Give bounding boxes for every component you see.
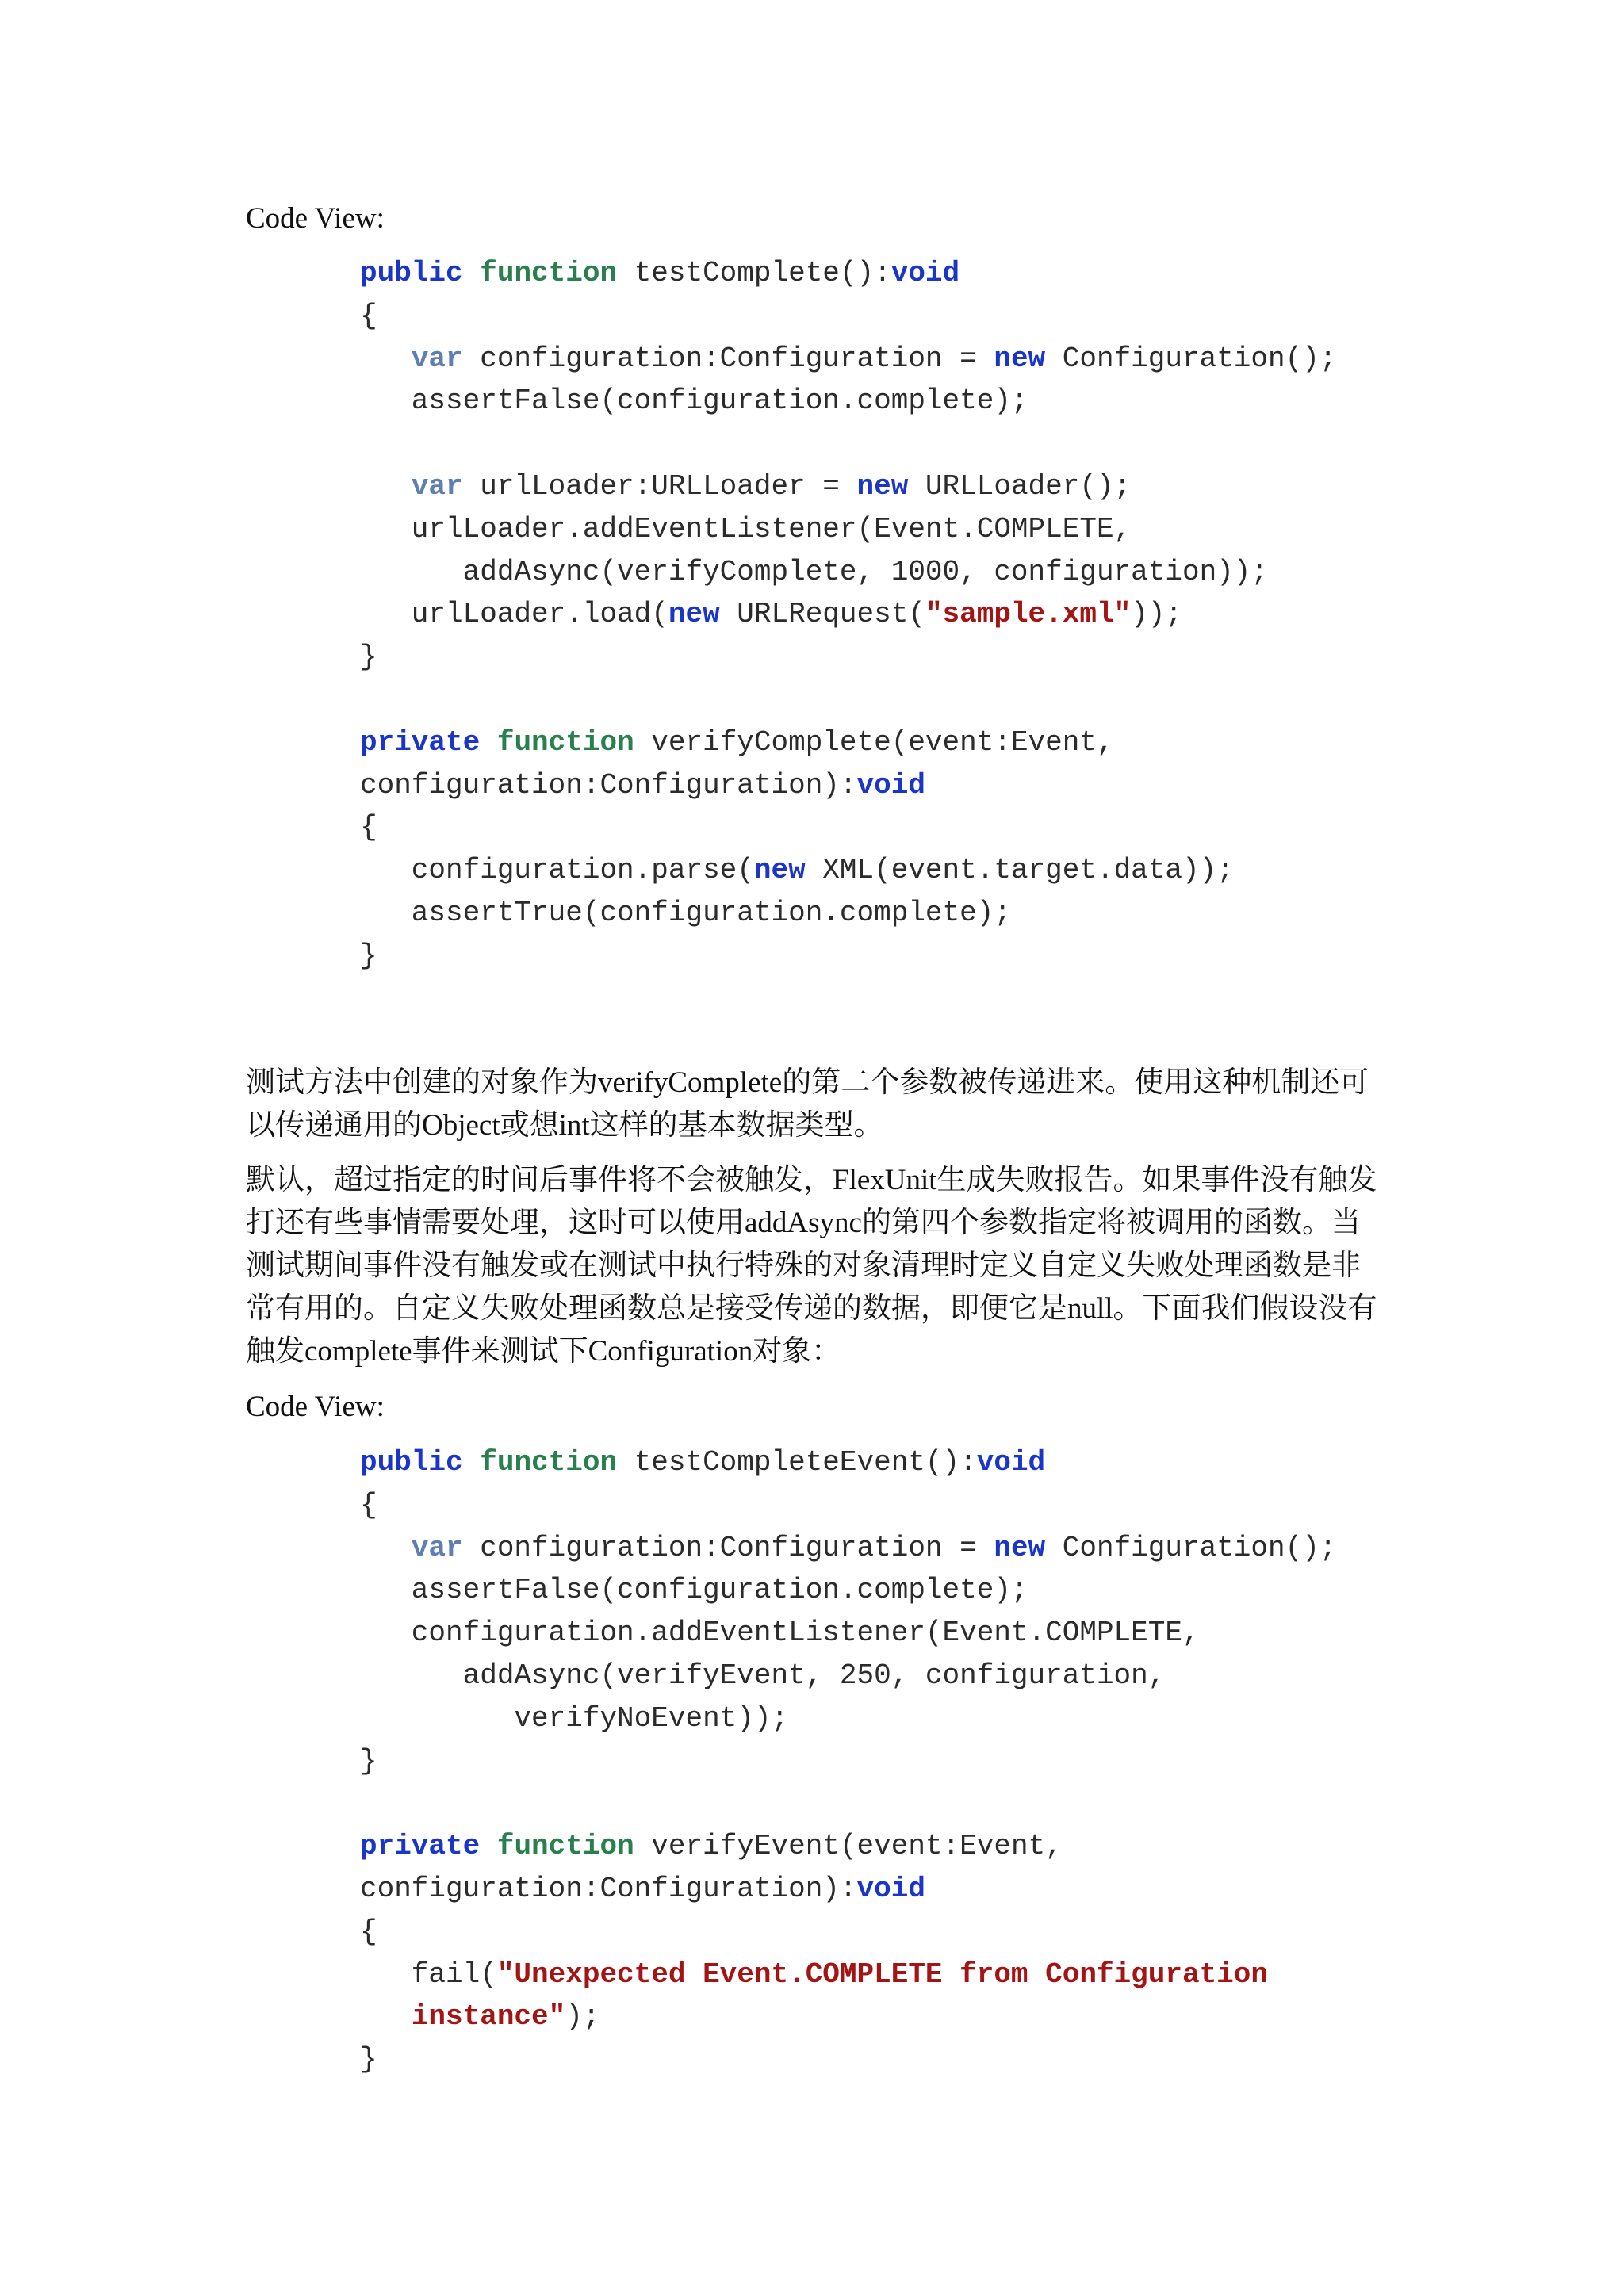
code-line <box>360 935 1336 990</box>
code-token-plain: XML(event.target.data)); <box>805 854 1234 887</box>
code-token-plain: } <box>360 2043 377 2076</box>
code-token-plain: configuration:Configuration = <box>462 342 994 375</box>
paragraph-2: 默认，超过指定的时间后事件将不会被触发，FlexUnit生成失败报告。如果事件没有触发打还有些事情需要处理，这时可以使用addAsync的第四个参数指定将被调用的函数。当测试期间事件没有触发或在测试中执行特殊的对象清理时定义自定义失败处理函数是非常有用的。自定义失败处理函数总是接受传递的数据，即便它是null。下面我们假设没有触发complete事件来测试下Configuration对象： <box>246 1164 1377 1368</box>
paragraph-1: 测试方法中创建的对象作为verifyComplete的第二个参数被传递进来。使用这种机制还可以传递通用的Object或想int这样的基本数据类型。 <box>246 1066 1369 1142</box>
code-token-plain: fail( <box>360 1957 497 1991</box>
code-token-plain: } <box>360 939 377 972</box>
code-token-plain: configuration:Configuration): <box>360 1872 857 1905</box>
code-token-kw: public <box>360 1446 463 1479</box>
code-line <box>360 636 1336 679</box>
code-line <box>360 1740 1336 1783</box>
code-token-fn: function <box>480 257 618 289</box>
code-token-var: var <box>411 342 463 375</box>
code-line <box>360 1441 1336 1484</box>
code-token-plain: ); <box>565 2000 600 2034</box>
code-token-plain: { <box>360 811 377 844</box>
code-token-plain: { <box>360 1915 377 1948</box>
code-token-plain: testCompleteEvent(): <box>617 1446 977 1479</box>
code-token-plain <box>360 342 412 375</box>
code-line <box>360 849 1336 892</box>
code-token-kw: void <box>856 768 925 802</box>
code-token-str: instance" <box>411 2000 566 2034</box>
code-line <box>360 423 1336 465</box>
code-line <box>360 721 1336 764</box>
code-token-var: var <box>411 469 463 503</box>
code-line <box>360 1655 1336 1697</box>
code-token-plain: } <box>360 641 377 674</box>
code-token-kw: void <box>856 1872 925 1905</box>
code-token-plain: assertTrue(configuration.complete); <box>360 896 1011 929</box>
code-line <box>360 1697 1336 1740</box>
code-line <box>360 380 1336 423</box>
code-token-kw: public <box>360 257 463 289</box>
code-line <box>360 295 1336 338</box>
code-block-2 <box>360 1441 1336 2094</box>
code-token-plain: assertFalse(configuration.complete); <box>360 1574 1028 1607</box>
code-token-plain <box>463 257 481 289</box>
code-token-fn: function <box>496 725 634 759</box>
code-token-fn: function <box>496 1830 634 1863</box>
code-token-kw: new <box>994 342 1046 375</box>
code-token-plain: )); <box>1131 598 1182 631</box>
code-token-kw: new <box>753 854 806 887</box>
code-token-plain: urlLoader:URLLoader = <box>462 469 857 503</box>
code-token-plain: { <box>360 299 377 332</box>
code-token-plain: configuration:Configuration): <box>360 768 857 802</box>
code-line <box>360 1996 1336 2038</box>
code-view-label-1: Code View: <box>246 202 385 235</box>
code-line <box>360 1782 1336 1825</box>
code-line <box>360 1911 1336 1954</box>
code-token-plain: URLLoader(); <box>908 469 1132 503</box>
code-token-kw: void <box>976 1446 1046 1479</box>
code-token-kw: new <box>994 1531 1046 1564</box>
code-line <box>360 2038 1336 2094</box>
code-line <box>360 1954 1336 1996</box>
code-token-kw: private <box>360 1830 481 1863</box>
code-line <box>360 338 1336 381</box>
code-token-plain: { <box>360 1488 377 1521</box>
code-line <box>360 1612 1336 1655</box>
code-token-plain: verifyNoEvent)); <box>360 1701 789 1735</box>
code-block-1 <box>360 252 1336 990</box>
code-token-kw: new <box>856 469 909 503</box>
code-token-plain: configuration.parse( <box>360 854 754 887</box>
code-line <box>360 593 1336 636</box>
code-line <box>360 892 1336 935</box>
code-token-plain <box>480 726 497 759</box>
code-token-plain: urlLoader.addEventListener(Event.COMPLETE, <box>360 512 1132 545</box>
code-token-plain: configuration:Configuration = <box>462 1531 994 1564</box>
code-line <box>360 508 1336 551</box>
code-token-kw: void <box>891 257 960 289</box>
code-token-plain: } <box>360 1744 377 1777</box>
code-line <box>360 1868 1336 1911</box>
code-line <box>360 1484 1336 1527</box>
code-token-plain: verifyComplete(event:Event, <box>634 725 1114 759</box>
code-line <box>360 1569 1336 1612</box>
code-token-plain: urlLoader.load( <box>360 598 668 631</box>
code-token-plain <box>480 1830 497 1862</box>
code-token-fn: function <box>480 1446 618 1479</box>
code-view-label-2: Code View: <box>246 1391 385 1423</box>
code-token-plain <box>463 1446 481 1479</box>
code-token-plain: addAsync(verifyComplete, 1000, configuration)); <box>360 555 1268 588</box>
code-token-plain <box>360 1532 412 1564</box>
code-token-kw: new <box>668 598 720 631</box>
code-token-kw: private <box>360 725 481 759</box>
code-line <box>360 465 1336 508</box>
code-token-plain: assertFalse(configuration.complete); <box>360 385 1028 418</box>
code-line <box>360 764 1336 807</box>
code-line <box>360 1825 1336 1868</box>
code-line <box>360 1527 1336 1570</box>
code-token-plain <box>360 2000 412 2033</box>
code-line <box>360 679 1336 721</box>
code-line <box>360 252 1336 295</box>
code-token-plain: configuration.addEventListener(Event.COMPLETE, <box>360 1617 1200 1650</box>
code-token-plain: verifyEvent(event:Event, <box>634 1830 1063 1863</box>
code-line <box>360 551 1336 594</box>
code-token-str: "Unexpected Event.COMPLETE from Configuration <box>496 1957 1268 1991</box>
code-token-plain <box>360 470 412 503</box>
code-token-plain: addAsync(verifyEvent, 250, configuration, <box>360 1659 1166 1692</box>
code-token-plain: testComplete(): <box>617 257 891 289</box>
code-token-plain: URLRequest( <box>719 598 925 631</box>
code-token-var: var <box>411 1531 463 1564</box>
code-token-plain: Configuration(); <box>1045 342 1337 375</box>
code-token-str: "sample.xml" <box>925 598 1132 631</box>
code-token-plain: Configuration(); <box>1045 1531 1337 1564</box>
code-line <box>360 806 1336 849</box>
